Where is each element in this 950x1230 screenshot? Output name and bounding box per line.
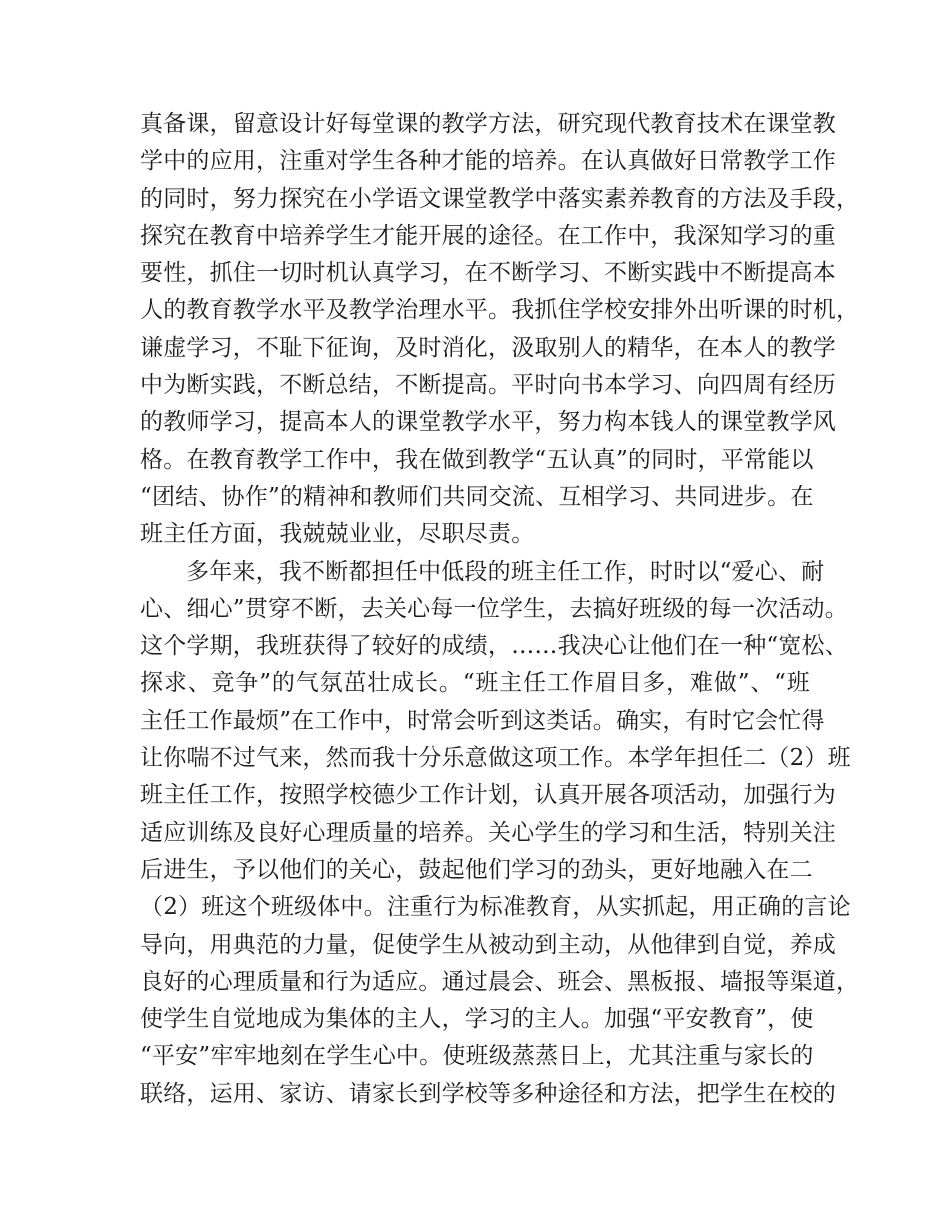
paragraph-start-line: 多年来，我不断都担任中低段的班主任工作，时时以“爱心、耐 bbox=[186, 558, 825, 585]
text-line: 谦虚学习，不耻下征询，及时消化，汲取别人的精华，在本人的教学 bbox=[140, 334, 836, 361]
text-line: 班主任工作，按照学校德少工作计划，认真开展各项活动，加强行为 bbox=[140, 782, 836, 809]
text-line: 的同时，努力探究在小学语文课堂教学中落实素养教育的方法及手段， bbox=[140, 185, 860, 212]
text-line: 主任工作最烦”在工作中，时常会听到这类话。确实，有时它会忙得 bbox=[140, 707, 825, 734]
text-line: “平安”牢牢地刻在学生心中。使班级蒸蒸日上，尤其注重与家长的 bbox=[140, 1043, 814, 1070]
text-line: 要性，抓住一切时机认真学习，在不断学习、不断实践中不断提高本 bbox=[140, 260, 836, 287]
text-line: 格。在教育教学工作中，我在做到教学“五认真”的同时，平常能以 bbox=[140, 446, 814, 473]
text-line: 这个学期，我班获得了较好的成绩，……我决心让他们在一种“宽松、 bbox=[140, 633, 848, 660]
text-line: 良好的心理质量和行为适应。通过晨会、班会、黑板报、墙报等渠道， bbox=[140, 968, 860, 995]
text-line: 导向，用典范的力量，促使学生从被动到主动，从他律到自觉，养成 bbox=[140, 931, 836, 958]
text-line: “团结、协作”的精神和教师们共同交流、互相学习、共同进步。在 bbox=[140, 483, 814, 510]
paragraph-end-line: 班主任方面，我兢兢业业，尽职尽责。 bbox=[140, 521, 535, 548]
body-text bbox=[140, 106, 860, 1113]
text-line: 人的教育教学水平及教学治理水平。我抓住学校安排外出听课的时机， bbox=[140, 297, 860, 324]
text-line: 探究在教育中培养学生才能开展的途径。在工作中，我深知学习的重 bbox=[140, 222, 836, 249]
text-line: 使学生自觉地成为集体的主人，学习的主人。加强“平安教育”，使 bbox=[140, 1006, 814, 1033]
text-line: 后进生，予以他们的关心，鼓起他们学习的劲头，更好地融入在二 bbox=[140, 856, 813, 883]
text-line: 心、细心”贯穿不断，去关心每一位学生，去搞好班级的每一次活动。 bbox=[140, 595, 848, 622]
text-line: 让你喘不过气来，然而我十分乐意做这项工作。本学年担任二（2）班 bbox=[140, 745, 851, 772]
text-line: 联络，运用、家访、请家长到学校等多种途径和方法，把学生在校的 bbox=[140, 1080, 836, 1107]
text-line: 探求、竞争”的气氛茁壮成长。“班主任工作眉目多，难做”、“班 bbox=[140, 670, 810, 697]
text-line: 的教师学习，提高本人的课堂教学水平，努力构本钱人的课堂教学风 bbox=[140, 409, 836, 436]
text-line: 中为断实践，不断总结，不断提高。平时向书本学习、向四周有经历 bbox=[140, 372, 836, 399]
text-line: 学中的应用，注重对学生各种才能的培养。在认真做好日常教学工作 bbox=[140, 148, 836, 175]
text-line: 真备课，留意设计好每堂课的教学方法，研究现代教育技术在课堂教 bbox=[140, 111, 836, 137]
text-line: 适应训练及良好心理质量的培养。关心学生的学习和生活，特别关注 bbox=[140, 819, 836, 846]
text-line: （2）班这个班级体中。注重行为标准教育，从实抓起，用正确的言论 bbox=[140, 894, 851, 921]
